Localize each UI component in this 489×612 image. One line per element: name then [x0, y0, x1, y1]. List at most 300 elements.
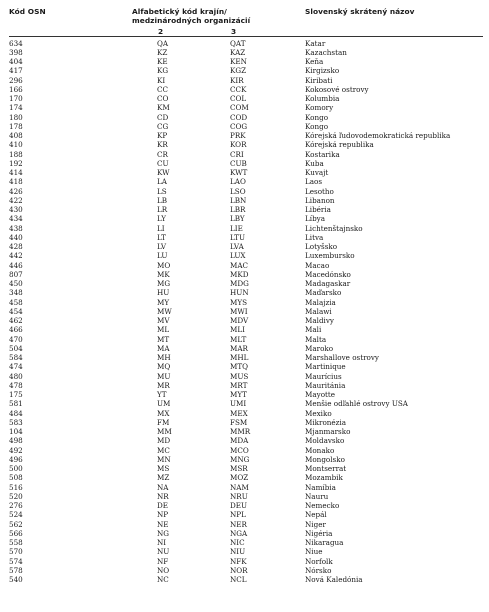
osn-code-cell: 188 [9, 149, 23, 159]
alpha3-code-cell: LSO [230, 186, 246, 196]
osn-code-cell: 434 [9, 214, 23, 224]
country-name-cell: Monako [305, 445, 335, 455]
table-row [0, 242, 489, 251]
table-row [0, 288, 489, 297]
alpha3-code-cell: NOR [230, 565, 248, 575]
table-row [0, 547, 489, 556]
table-row [0, 39, 489, 48]
header-alphabetic-code-line2: medzinárodných organizácií [132, 16, 251, 25]
osn-code-cell: 474 [9, 362, 23, 372]
alpha3-code-cell: NFK [230, 556, 247, 566]
table-row [0, 103, 489, 112]
country-name-cell: Mongolsko [305, 454, 345, 464]
alpha2-code-cell: KW [157, 168, 170, 177]
alpha3-code-cell: MAC [230, 260, 249, 270]
country-name-cell: Nórsko [305, 565, 332, 575]
alpha3-code-cell: FSM [230, 417, 248, 427]
alpha3-code-cell: MYT [230, 390, 247, 399]
country-name-cell: Malta [305, 334, 327, 344]
alpha3-code-cell: MCO [230, 445, 249, 455]
osn-code-cell: 516 [9, 482, 23, 492]
alpha2-code-cell: NO [157, 565, 170, 575]
osn-code-cell: 446 [9, 260, 23, 270]
osn-code-cell: 418 [9, 177, 23, 187]
alpha2-code-cell: CD [157, 112, 169, 122]
table-row [0, 446, 489, 455]
osn-code-cell: 178 [9, 121, 23, 131]
alpha2-code-cell: NA [157, 482, 169, 492]
country-name-cell: Mjanmarsko [305, 427, 351, 436]
table-row [0, 196, 489, 205]
alpha3-code-cell: NAM [230, 482, 249, 492]
osn-code-cell: 442 [9, 251, 23, 261]
osn-code-cell: 583 [9, 417, 23, 427]
alpha3-code-cell: LAO [230, 177, 246, 187]
osn-code-cell: 566 [9, 528, 23, 538]
country-name-cell: Kórejská ľudovodemokratická republika [305, 131, 451, 140]
country-name-cell: Lesotho [305, 186, 334, 196]
alpha2-code-cell: ML [157, 325, 170, 335]
alpha3-code-cell: MDV [230, 316, 249, 325]
table-row [0, 261, 489, 270]
alpha2-code-cell: MG [157, 279, 171, 288]
alpha3-code-cell: MAR [230, 343, 248, 353]
country-name-cell: Libéria [305, 205, 331, 214]
osn-code-cell: 454 [9, 306, 23, 316]
alpha2-code-cell: MS [157, 464, 170, 473]
alpha3-code-cell: NIC [230, 538, 245, 547]
alpha3-code-cell: MWI [230, 306, 248, 316]
country-name-cell: Norfolk [305, 556, 333, 566]
osn-code-cell: 398 [9, 47, 23, 57]
country-name-cell: Marshallove ostrovy [305, 353, 379, 362]
table-row [0, 492, 489, 501]
country-code-table [0, 39, 489, 585]
alpha3-code-cell: MHL [230, 353, 249, 362]
alpha3-code-cell: KAZ [230, 47, 246, 57]
alpha2-code-cell: MW [157, 306, 172, 316]
alpha3-code-cell: COL [230, 94, 247, 103]
alpha2-code-cell: MC [157, 445, 170, 455]
alpha3-code-cell: NRU [230, 491, 248, 501]
subheader-alpha2: 2 [158, 27, 164, 36]
country-name-cell: Kongo [305, 112, 329, 122]
table-row [0, 57, 489, 66]
alpha2-code-cell: NP [157, 510, 169, 520]
country-name-cell: Mexiko [305, 408, 332, 418]
osn-code-cell: 504 [9, 343, 23, 353]
osn-code-cell: 192 [9, 158, 23, 168]
table-row [0, 279, 489, 288]
subheader-alpha3: 3 [231, 27, 237, 36]
osn-code-cell: 174 [9, 103, 23, 113]
table-row [0, 298, 489, 307]
alpha3-code-cell: KEN [230, 57, 247, 66]
osn-code-cell: 524 [9, 510, 23, 520]
country-name-cell: Lichtenštajnsko [305, 223, 363, 233]
country-name-cell: Komory [305, 103, 334, 113]
osn-code-cell: 496 [9, 454, 23, 464]
country-name-cell: Montserrat [305, 464, 347, 473]
alpha2-code-cell: NC [157, 575, 169, 584]
alpha2-code-cell: KR [157, 140, 168, 150]
country-name-cell: Niger [305, 519, 326, 529]
table-row [0, 399, 489, 408]
country-name-cell: Kuvajt [305, 168, 329, 177]
table-row [0, 214, 489, 223]
table-row [0, 520, 489, 529]
alpha2-code-cell: LI [157, 223, 165, 233]
osn-code-cell: 428 [9, 242, 23, 251]
alpha2-code-cell: CO [157, 94, 169, 103]
table-row [0, 362, 489, 371]
table-row [0, 390, 489, 399]
table-row [0, 131, 489, 140]
country-name-cell: Menšie odľahlé ostrovy USA [305, 399, 408, 409]
country-name-cell: Nikaragua [305, 538, 344, 547]
osn-code-cell: 470 [9, 334, 23, 344]
country-name-cell: Laos [305, 177, 323, 187]
alpha2-code-cell: LT [157, 232, 166, 242]
osn-code-cell: 417 [9, 66, 23, 76]
country-name-cell: Moldavsko [305, 436, 345, 446]
country-name-cell: Malajzia [305, 297, 336, 307]
osn-code-cell: 175 [9, 390, 23, 399]
alpha3-code-cell: LUX [230, 251, 246, 261]
osn-code-cell: 410 [9, 140, 23, 150]
table-row [0, 381, 489, 390]
country-name-cell: Libanon [305, 195, 335, 205]
osn-code-cell: 276 [9, 501, 23, 510]
country-name-cell: Mozambik [305, 473, 343, 483]
alpha2-code-cell: KM [157, 103, 170, 113]
alpha2-code-cell: CC [157, 84, 168, 94]
table-row [0, 85, 489, 94]
alpha2-code-cell: KP [157, 131, 168, 140]
country-name-cell: Maurícius [305, 371, 342, 381]
alpha2-code-cell: MY [157, 297, 170, 307]
alpha3-code-cell: LTU [230, 232, 246, 242]
alpha3-code-cell: CRI [230, 149, 244, 159]
alpha3-code-cell: KIR [230, 75, 244, 85]
alpha2-code-cell: CU [157, 158, 169, 168]
alpha3-code-cell: MSR [230, 464, 248, 473]
table-row [0, 575, 489, 584]
table-row [0, 270, 489, 279]
table-row [0, 177, 489, 186]
alpha3-code-cell: MEX [230, 408, 248, 418]
alpha3-code-cell: KWT [230, 168, 248, 177]
osn-code-cell: 480 [9, 371, 23, 381]
alpha3-code-cell: MOZ [230, 473, 249, 483]
table-row [0, 409, 489, 418]
alpha3-code-cell: MYS [230, 297, 248, 307]
table-row [0, 538, 489, 547]
country-name-cell: Luxembursko [305, 251, 355, 261]
alpha2-code-cell: NU [157, 547, 170, 557]
alpha2-code-cell: HU [157, 288, 170, 298]
table-row [0, 159, 489, 168]
alpha2-code-cell: MO [157, 260, 171, 270]
alpha3-code-cell: MDG [230, 279, 249, 288]
table-row [0, 150, 489, 159]
country-name-cell: Malawi [305, 306, 332, 316]
table-row [0, 66, 489, 75]
alpha3-code-cell: KOR [230, 140, 247, 150]
country-name-cell: Mali [305, 325, 322, 335]
table-row [0, 510, 489, 519]
table-row [0, 455, 489, 464]
alpha3-code-cell: CUB [230, 158, 247, 168]
table-row [0, 48, 489, 57]
table-row [0, 94, 489, 103]
alpha2-code-cell: KE [157, 57, 168, 66]
alpha3-code-cell: MLT [230, 334, 247, 344]
alpha3-code-cell: NGA [230, 528, 248, 538]
country-name-cell: Líbya [305, 214, 326, 224]
alpha2-code-cell: LB [157, 195, 168, 205]
table-row [0, 76, 489, 85]
alpha2-code-cell: MT [157, 334, 170, 344]
alpha3-code-cell: DEU [230, 501, 248, 510]
alpha2-code-cell: CR [157, 149, 168, 159]
alpha2-code-cell: NG [157, 528, 170, 538]
osn-code-cell: 458 [9, 297, 23, 307]
alpha2-code-cell: MX [157, 408, 170, 418]
alpha3-code-cell: HUN [230, 288, 249, 298]
table-row [0, 566, 489, 575]
alpha2-code-cell: LS [157, 186, 167, 196]
alpha3-code-cell: LVA [230, 242, 244, 251]
table-row [0, 427, 489, 436]
alpha3-code-cell: MUS [230, 371, 249, 381]
alpha2-code-cell: FM [157, 417, 170, 427]
header-rule [9, 36, 483, 37]
osn-code-cell: 492 [9, 445, 23, 455]
table-row [0, 205, 489, 214]
alpha2-code-cell: MV [157, 316, 170, 325]
alpha2-code-cell: YT [157, 390, 167, 399]
table-row [0, 233, 489, 242]
osn-code-cell: 807 [9, 269, 23, 279]
table-row [0, 473, 489, 482]
alpha2-code-cell: NE [157, 519, 169, 529]
osn-code-cell: 296 [9, 75, 23, 85]
alpha3-code-cell: CCK [230, 84, 247, 94]
alpha2-code-cell: NI [157, 538, 167, 547]
country-name-cell: Kostarika [305, 149, 340, 159]
country-name-cell: Maďarsko [305, 288, 342, 298]
alpha3-code-cell: KGZ [230, 66, 247, 76]
alpha3-code-cell: MRT [230, 380, 248, 390]
country-name-cell: Martinique [305, 362, 346, 372]
alpha2-code-cell: KZ [157, 47, 168, 57]
alpha3-code-cell: MLI [230, 325, 245, 335]
osn-code-cell: 414 [9, 168, 23, 177]
alpha3-code-cell: COD [230, 112, 248, 122]
alpha3-code-cell: MKD [230, 269, 249, 279]
table-row [0, 529, 489, 538]
alpha2-code-cell: LR [157, 205, 168, 214]
table-row [0, 418, 489, 427]
alpha2-code-cell: KG [157, 66, 169, 76]
country-name-cell: Kokosové ostrovy [305, 84, 369, 94]
osn-code-cell: 408 [9, 131, 23, 140]
alpha2-code-cell: MH [157, 353, 171, 362]
alpha3-code-cell: UMI [230, 399, 247, 409]
osn-code-cell: 500 [9, 464, 23, 473]
country-name-cell: Namíbia [305, 482, 336, 492]
alpha2-code-cell: LY [157, 214, 167, 224]
osn-code-cell: 426 [9, 186, 23, 196]
osn-code-cell: 166 [9, 84, 23, 94]
country-name-cell: Kiribati [305, 75, 333, 85]
alpha3-code-cell: MNG [230, 454, 250, 464]
alpha2-code-cell: MN [157, 454, 171, 464]
country-name-cell: Lotyšsko [305, 242, 338, 251]
alpha3-code-cell: MDA [230, 436, 249, 446]
country-name-cell: Maroko [305, 343, 334, 353]
country-name-cell: Mikronézia [305, 417, 347, 427]
alpha3-code-cell: LIE [230, 223, 243, 233]
country-name-cell: Nemecko [305, 501, 340, 510]
country-name-cell: Mauritánia [305, 380, 346, 390]
alpha2-code-cell: LV [157, 242, 167, 251]
osn-code-cell: 478 [9, 380, 23, 390]
table-row [0, 187, 489, 196]
alpha2-code-cell: KI [157, 75, 166, 85]
alpha2-code-cell: MM [157, 427, 172, 436]
country-name-cell: Kuba [305, 158, 324, 168]
alpha3-code-cell: PRK [230, 131, 246, 140]
country-name-cell: Macedónsko [305, 269, 351, 279]
alpha3-code-cell: LBY [230, 214, 245, 224]
alpha2-code-cell: MU [157, 371, 171, 381]
osn-code-cell: 348 [9, 288, 23, 298]
osn-code-cell: 634 [9, 38, 23, 48]
table-row [0, 501, 489, 510]
alpha3-code-cell: COM [230, 103, 249, 113]
table-row [0, 335, 489, 344]
alpha2-code-cell: DE [157, 501, 169, 510]
alpha2-code-cell: MK [157, 269, 170, 279]
osn-code-cell: 498 [9, 436, 23, 446]
country-name-cell: Mayotte [305, 390, 336, 399]
country-name-cell: Nigéria [305, 528, 333, 538]
alpha2-code-cell: MR [157, 380, 170, 390]
osn-code-cell: 574 [9, 556, 23, 566]
country-name-cell: Nepál [305, 510, 327, 520]
osn-code-cell: 440 [9, 232, 23, 242]
osn-code-cell: 558 [9, 538, 23, 547]
table-row [0, 251, 489, 260]
table-row [0, 325, 489, 334]
alpha2-code-cell: MD [157, 436, 171, 446]
osn-code-cell: 104 [9, 427, 23, 436]
alpha3-code-cell: NCL [230, 575, 247, 584]
osn-code-cell: 584 [9, 353, 23, 362]
table-row [0, 316, 489, 325]
table-row [0, 464, 489, 473]
table-row [0, 307, 489, 316]
osn-code-cell: 562 [9, 519, 23, 529]
table-row [0, 113, 489, 122]
country-name-cell: Litva [305, 232, 324, 242]
osn-code-cell: 466 [9, 325, 23, 335]
country-name-cell: Kirgizsko [305, 66, 340, 76]
alpha3-code-cell: LBN [230, 195, 247, 205]
osn-code-cell: 404 [9, 57, 23, 66]
alpha3-code-cell: NPL [230, 510, 246, 520]
alpha2-code-cell: MA [157, 343, 170, 353]
alpha3-code-cell: NER [230, 519, 247, 529]
header-alphabetic-code-line1: Alfabetický kód krajín/ [132, 7, 227, 16]
country-name-cell: Kazachstan [305, 47, 347, 57]
osn-code-cell: 484 [9, 408, 23, 418]
osn-code-cell: 438 [9, 223, 23, 233]
table-row [0, 436, 489, 445]
alpha2-code-cell: MZ [157, 473, 170, 483]
table-row [0, 140, 489, 149]
osn-code-cell: 540 [9, 575, 23, 584]
alpha2-code-cell: UM [157, 399, 171, 409]
table-row [0, 483, 489, 492]
alpha3-code-cell: MMR [230, 427, 251, 436]
alpha3-code-cell: MTQ [230, 362, 249, 372]
header-osn-code: Kód OSN [9, 7, 46, 16]
alpha2-code-cell: MQ [157, 362, 171, 372]
country-name-cell: Kongo [305, 121, 329, 131]
osn-code-cell: 520 [9, 491, 23, 501]
table-row [0, 557, 489, 566]
country-name-cell: Nauru [305, 491, 329, 501]
country-name-cell: Kórejská republika [305, 140, 374, 150]
alpha3-code-cell: NIU [230, 547, 246, 557]
country-name-cell: Kolumbia [305, 94, 340, 103]
table-row [0, 122, 489, 131]
country-name-cell: Maldivy [305, 316, 334, 325]
alpha2-code-cell: NR [157, 491, 169, 501]
header-slovak-short-name: Slovenský skrátený názov [305, 7, 415, 16]
alpha2-code-cell: NF [157, 556, 169, 566]
alpha2-code-cell: LU [157, 251, 168, 261]
osn-code-cell: 170 [9, 94, 23, 103]
country-name-cell: Niue [305, 547, 323, 557]
table-row [0, 372, 489, 381]
table-row [0, 353, 489, 362]
osn-code-cell: 430 [9, 205, 23, 214]
country-name-cell: Katar [305, 38, 326, 48]
alpha3-code-cell: LBR [230, 205, 246, 214]
table-row [0, 168, 489, 177]
table-row [0, 224, 489, 233]
osn-code-cell: 578 [9, 565, 23, 575]
alpha2-code-cell: LA [157, 177, 167, 187]
osn-code-cell: 581 [9, 399, 23, 409]
country-name-cell: Keňa [305, 57, 324, 66]
country-name-cell: Madagaskar [305, 279, 351, 288]
country-name-cell: Macao [305, 260, 330, 270]
alpha3-code-cell: COG [230, 121, 248, 131]
alpha3-code-cell: QAT [230, 38, 246, 48]
osn-code-cell: 462 [9, 316, 23, 325]
osn-code-cell: 422 [9, 195, 23, 205]
osn-code-cell: 508 [9, 473, 23, 483]
country-name-cell: Nová Kaledónia [305, 575, 363, 584]
osn-code-cell: 570 [9, 547, 23, 557]
alpha2-code-cell: QA [157, 38, 169, 48]
table-row [0, 344, 489, 353]
